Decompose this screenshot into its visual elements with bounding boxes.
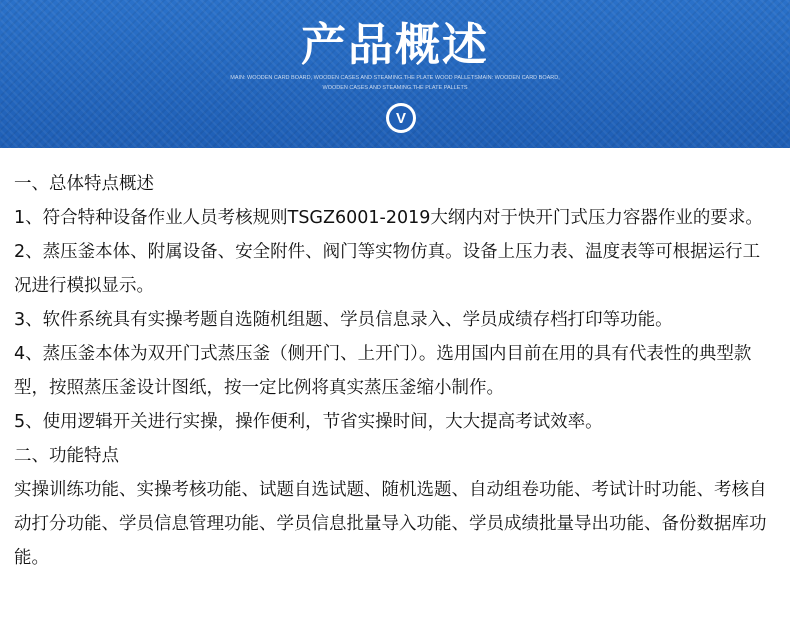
feature-item-4: 4、蒸压釜本体为双开门式蒸压釜（侧开门、上开门）。选用国内目前在用的具有代表性的典型款型，按照蒸压釜设计图纸，按一定比例将真实蒸压釜缩小制作。 <box>14 344 752 398</box>
v-badge-icon <box>386 103 416 133</box>
feature-item-5: 5、使用逻辑开关进行实操，操作便利，节省实操时间，大大提高考试效率。 <box>14 412 603 432</box>
banner-subtitle: MAIN: WOODEN CARD BOARD, WOODEN CASES AND STEAMING.THE PLATE WOOD PALLETSMAIN: WOODEN CARD BOARD, WOODEN CASES AND STEAMING.THE PLATE PALLETS <box>230 75 560 91</box>
function-list: 实操训练功能、实操考核功能、试题自选试题、随机选题、自动组卷功能、考试计时功能、考核自动打分功能、学员信息管理功能、学员信息批量导入功能、学员成绩批量导出功能、备份数据库功能。 <box>14 480 767 568</box>
section-heading-overall: 一、总体特点概述 <box>14 174 154 194</box>
product-overview-text <box>0 148 790 575</box>
section-heading-functions: 二、功能特点 <box>14 446 119 466</box>
feature-item-3: 3、软件系统具有实操考题自选随机组题、学员信息录入、学员成绩存档打印等功能。 <box>14 310 673 330</box>
feature-item-1: 1、符合特种设备作业人员考核规则TSGZ6001-2019大纲内对于快开门式压力容器作业的要求。 <box>14 208 763 228</box>
banner-title: 产品概述 <box>300 18 489 71</box>
header-banner <box>0 0 790 148</box>
v-badge-letter: V <box>389 106 413 130</box>
feature-item-2: 2、蒸压釜本体、附属设备、安全附件、阀门等实物仿真。设备上压力表、温度表等可根据运行工况进行模拟显示。 <box>14 242 761 296</box>
